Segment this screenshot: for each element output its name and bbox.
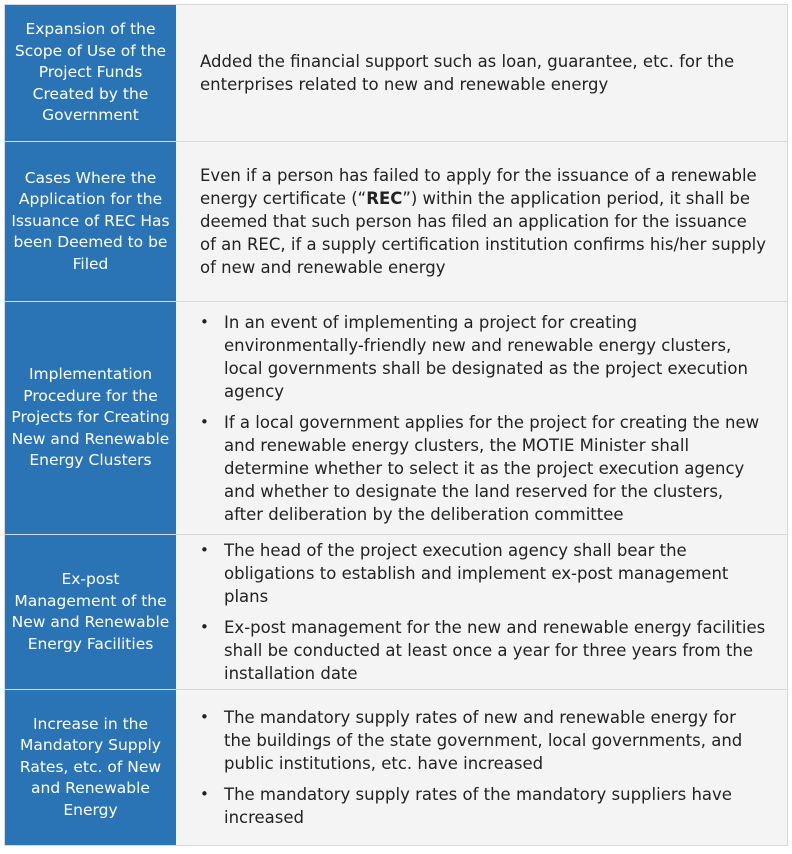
row-content [176, 690, 787, 845]
row-label: Cases Where the Application for the Issuance of REC Has been Deemed to be Filed [5, 142, 176, 301]
table-row [5, 535, 787, 690]
row-text [200, 164, 767, 279]
table-row [5, 302, 787, 535]
list-item: • Ex-post management for the new and renewable energy facilities shall be conducted at least once a year for three years from the installation date [200, 618, 766, 683]
list-item: • If a local government applies for the project for creating the new and renewable energy clusters, the MOTIE Minister shall determine whether to select it as the project execution agency and whether to designate the land reserved for the clusters, after deliberation by the deliberation committee [200, 412, 760, 524]
bullet-icon: • [200, 312, 209, 331]
row-text: Added the financial support such as loan, guarantee, etc. for the enterprises related to new and renewable energy [200, 52, 735, 94]
row-content [176, 302, 787, 534]
table-row [5, 690, 787, 845]
list-item: • In an event of implementing a project for creating environmentally-friendly new and renewable energy clusters, local governments shall be designated as the project execution agency [200, 312, 748, 401]
text-after: ”) within the application period, it shall be deemed that such person has filed an application for the issuance of an REC, if a supply certification institution confirms his/her supply of new and renewable energy [200, 189, 767, 277]
row-content [176, 535, 787, 689]
table-row [5, 5, 787, 142]
list-item: • The mandatory supply rates of new and renewable energy for the buildings of the state government, local governments, and public institutions, etc. have increased [200, 708, 743, 773]
list-item: • The head of the project execution agency shall bear the obligations to establish and implement ex-post management plans [200, 541, 729, 606]
text-before: Even if a person has failed to apply for the issuance of a renewable energy certificate (“ [200, 166, 757, 208]
row-content [176, 142, 787, 301]
bullet-icon: • [200, 618, 209, 636]
table-row [5, 142, 787, 302]
rec-term: REC [366, 189, 403, 208]
bullet-icon: • [200, 708, 209, 726]
bullet-icon: • [200, 785, 209, 803]
row-label: Implementation Procedure for the Projects for Creating New and Renewable Energy Clusters [5, 302, 176, 534]
row-content [176, 5, 787, 141]
bullet-icon: • [200, 541, 209, 559]
amendments-table [4, 4, 788, 846]
bullet-icon: • [200, 412, 209, 431]
row-label: Ex-post Management of the New and Renewable Energy Facilities [5, 535, 176, 689]
row-label: Increase in the Mandatory Supply Rates, etc. of New and Renewable Energy [5, 690, 176, 845]
list-item: • The mandatory supply rates of the mandatory suppliers have increased [200, 785, 732, 827]
row-label: Expansion of the Scope of Use of the Project Funds Created by the Government [5, 5, 176, 141]
